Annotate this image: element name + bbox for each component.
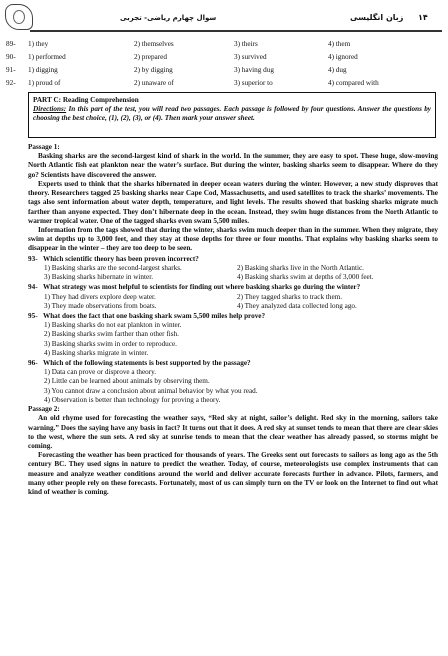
question-number: 94- xyxy=(28,283,38,292)
question-94 xyxy=(28,283,438,292)
option-1: 1) proud of xyxy=(28,79,61,87)
option-4: 4) ignored xyxy=(328,53,358,61)
question-93 xyxy=(28,255,438,264)
publisher-logo-icon xyxy=(5,4,33,30)
page-number: ۱۴ xyxy=(418,13,428,22)
option-2: 2) by digging xyxy=(134,66,173,74)
directions-body: In this part of the test, you will read two passages. Each passage is followed by four questions. Answer the questions by choosing the best choice, (1), (2), (3), or (4). Then mark your answer sheet. xyxy=(33,105,431,123)
option-1: 1) digging xyxy=(28,66,58,74)
option-2: 2) Basking sharks live in the North Atlantic. xyxy=(237,263,364,272)
question-number: 96- xyxy=(28,359,38,368)
question-number: 89- xyxy=(6,40,16,48)
directions-text xyxy=(33,105,431,123)
option-3: 3) Basking sharks hibernate in winter. xyxy=(44,273,153,282)
option-2: 2) unaware of xyxy=(134,79,174,87)
option-4: 4) compared with xyxy=(328,79,379,87)
question-number: 95- xyxy=(28,311,38,320)
question-text: Which of the following statements is best supported by the passage? xyxy=(43,359,251,368)
option-1: 1) Data can prove or disprove a theory. xyxy=(44,368,157,377)
question-text: Which scientific theory has been proven incorrect? xyxy=(43,254,199,263)
question-number: 91- xyxy=(6,66,16,74)
question-number: 92- xyxy=(6,79,16,87)
question-text: What does the fact that one basking shark swam 5,500 miles help prove? xyxy=(43,311,266,320)
answer-row xyxy=(6,53,436,66)
part-c-title: PART C: Reading Comprehension xyxy=(33,96,139,104)
option-4: 4) Observation is better than technology for proving a theory. xyxy=(44,395,221,404)
answer-row xyxy=(6,40,436,53)
answer-row xyxy=(6,79,436,92)
question-number: 90- xyxy=(6,53,16,61)
header-divider xyxy=(30,30,442,32)
reading-section xyxy=(28,143,438,497)
options-row xyxy=(28,264,438,273)
directions-label: Directions: xyxy=(33,105,67,114)
option-4: 4) them xyxy=(328,40,351,48)
option-4: 4) dug xyxy=(328,66,347,74)
option-2: 2) prepared xyxy=(134,53,167,61)
options-row xyxy=(28,293,438,302)
answer-options-table xyxy=(6,40,436,92)
option-2: 2) Basking sharks swim farther than other fish. xyxy=(44,330,179,339)
option-1: 1) performed xyxy=(28,53,66,61)
option-3: 3) Basking sharks swim in order to reproduce. xyxy=(44,339,177,348)
option-4: 4) Basking sharks migrate in winter. xyxy=(44,348,149,357)
passage-1-paragraph: Experts used to think that the sharks hibernated in deeper ocean waters during the winter. However, a new study disproves that theory. Researchers tagged 25 basking sharks near Cape Cod, Massachusetts, and used satellites to track the sharks’ movements. The tags also sent information about water depth, temperature, and light levels. The results showed that basking sharks migrate much farther than anyone expected. They don’t hibernate deep in the ocean. Instead, they swim huge distances from the North Atlantic to warmer tropical water. One of the tagged sharks even swam 5,500 miles. xyxy=(28,179,438,225)
header-subtitle: سوال چهارم ریاضی- تجربی xyxy=(120,14,217,22)
option-3: 3) theirs xyxy=(234,40,258,48)
question-text: What strategy was most helpful to scientists for finding out where basking sharks go during the winter? xyxy=(43,283,361,292)
option-2: 2) They tagged sharks to track them. xyxy=(237,292,343,301)
passage-2-label: Passage 2: xyxy=(28,405,60,414)
option-4: 4) They analyzed data collected long ago. xyxy=(237,301,357,310)
option-2: 2) Little can be learned about animals by observing them. xyxy=(44,377,210,386)
option-1: 1) Basking sharks are the second-largest sharks. xyxy=(44,263,182,272)
option-1: 1) Basking sharks do not eat plankton in winter. xyxy=(44,321,182,330)
option-2: 2) themselves xyxy=(134,40,174,48)
question-number: 93- xyxy=(28,254,38,263)
page-header xyxy=(0,0,448,34)
option-1: 1) They had divers explore deep water. xyxy=(44,292,156,301)
option-3: 3) survived xyxy=(234,53,267,61)
option-3: 3) They made observations from boats. xyxy=(44,301,157,310)
options-row xyxy=(28,302,438,311)
option-1: 1) they xyxy=(28,40,49,48)
part-c-directions-box xyxy=(28,92,436,138)
option-3: 3) superior to xyxy=(234,79,273,87)
question-96 xyxy=(28,359,438,368)
options-row xyxy=(28,273,438,282)
option-4: 4) Basking sharks swim at depths of 3,000 feet. xyxy=(237,273,374,282)
answer-row xyxy=(6,66,436,79)
option-3: 3) having dug xyxy=(234,66,274,74)
option-3: 3) You cannot draw a conclusion about animal behavior by what you read. xyxy=(44,386,258,395)
question-95 xyxy=(28,312,438,321)
passage-1-paragraph: Basking sharks are the second-largest kind of shark in the world. In the summer, they are easy to spot. These huge, slow-moving North Atlantic fish eat plankton near the water’s surface. But during the winter, basking sharks seem to disappear. Where do they go? Scientists have discovered the answer. xyxy=(28,152,438,179)
passage-1-label: Passage 1: xyxy=(28,143,60,151)
passage-2-paragraph: An old rhyme used for forecasting the weather says, “Red sky at night, sailor’s delight. Red sky in the morning, sailors take warning.” Does the saying have any basis in fact? It turns out that it does. A red sky at sunset tends to mean that there are clear skies to the west, where the sun sets. A red sky at sunrise tends to mean that the clear weather has already passed, so storms might be coming. xyxy=(28,414,438,450)
passage-2-paragraph: Forecasting the weather has been practiced for thousands of years. The Greeks sent out forecasts to sailors as long ago as the 5th century BC. They used signs in nature to predict the weather. Today, of course, meteorologists use complex instruments that can measure and analyze weather conditions around the world and deliver accurate forecasts further in advance. Pilots, farmers, and many other people rely on these forecasts. Fortunately, most of us can simply turn on the TV or look on the Internet to find out what kind of weather is coming. xyxy=(28,451,438,497)
passage-1-paragraph: Information from the tags showed that during the winter, sharks swim much deeper than in the summer. When they migrate, they swim at depths up to 3,000 feet, and they stay at those depths for three or four months. That explains why basking sharks seem to disappear in the winter – they are too deep to be seen. xyxy=(28,225,438,253)
header-title: زبان انگلیسی xyxy=(350,13,404,22)
